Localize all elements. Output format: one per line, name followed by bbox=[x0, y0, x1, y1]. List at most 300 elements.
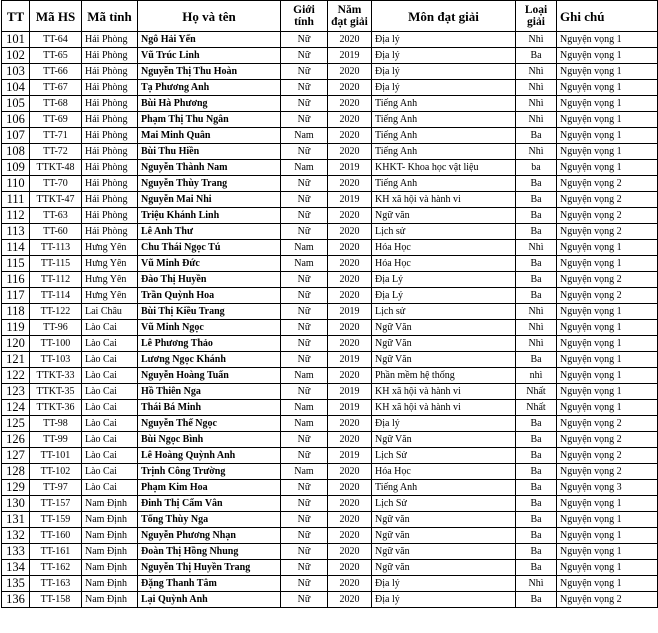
row-tt: 123 bbox=[2, 384, 30, 400]
row-loai: Ba bbox=[516, 544, 557, 560]
row-gioi-tinh: Nữ bbox=[281, 224, 328, 240]
row-nam: 2020 bbox=[328, 496, 372, 512]
row-ghi-chu: Nguyện vọng 2 bbox=[557, 288, 658, 304]
row-tt: 119 bbox=[2, 320, 30, 336]
row-nam: 2020 bbox=[328, 368, 372, 384]
row-ma-hs: TT-163 bbox=[30, 576, 82, 592]
row-ho-ten: Bùi Thị Kiều Trang bbox=[138, 304, 281, 320]
row-gioi-tinh: Nữ bbox=[281, 448, 328, 464]
row-loai: Ba bbox=[516, 480, 557, 496]
row-gioi-tinh: Nữ bbox=[281, 208, 328, 224]
row-gioi-tinh: Nữ bbox=[281, 544, 328, 560]
row-mon: Ngữ Văn bbox=[372, 352, 516, 368]
row-gioi-tinh: Nữ bbox=[281, 304, 328, 320]
row-mon: Hóa Học bbox=[372, 464, 516, 480]
row-tt: 121 bbox=[2, 352, 30, 368]
row-ma-hs: TT-97 bbox=[30, 480, 82, 496]
row-loai: Ba bbox=[516, 224, 557, 240]
table-row bbox=[2, 160, 658, 176]
row-mon: Tiếng Anh bbox=[372, 96, 516, 112]
row-nam: 2020 bbox=[328, 176, 372, 192]
row-mon: Tiếng Anh bbox=[372, 144, 516, 160]
row-gioi-tinh: Nam bbox=[281, 128, 328, 144]
row-tt: 117 bbox=[2, 288, 30, 304]
row-loai: Nhì bbox=[516, 336, 557, 352]
row-ma-hs: TT-115 bbox=[30, 256, 82, 272]
row-ho-ten: Lại Quỳnh Anh bbox=[138, 592, 281, 608]
row-mon: KH xã hội và hành vi bbox=[372, 384, 516, 400]
row-tt: 122 bbox=[2, 368, 30, 384]
row-ho-ten: Đào Thị Huyền bbox=[138, 272, 281, 288]
row-nam: 2020 bbox=[328, 96, 372, 112]
table-row bbox=[2, 320, 658, 336]
table-row bbox=[2, 592, 658, 608]
row-tt: 136 bbox=[2, 592, 30, 608]
row-tt: 111 bbox=[2, 192, 30, 208]
row-ma-tinh: Hải Phòng bbox=[82, 208, 138, 224]
table-row bbox=[2, 96, 658, 112]
table-row bbox=[2, 64, 658, 80]
row-nam: 2019 bbox=[328, 400, 372, 416]
row-gioi-tinh: Nam bbox=[281, 160, 328, 176]
row-ma-hs: TT-100 bbox=[30, 336, 82, 352]
row-ma-hs: TT-159 bbox=[30, 512, 82, 528]
row-ma-hs: TT-103 bbox=[30, 352, 82, 368]
row-loai: Ba bbox=[516, 464, 557, 480]
table-row bbox=[2, 32, 658, 48]
row-loai: Ba bbox=[516, 176, 557, 192]
row-loai: Ba bbox=[516, 416, 557, 432]
row-nam: 2019 bbox=[328, 160, 372, 176]
row-nam: 2020 bbox=[328, 528, 372, 544]
row-mon: Lịch sử bbox=[372, 224, 516, 240]
row-ghi-chu: Nguyện vọng 1 bbox=[557, 256, 658, 272]
row-ma-tinh: Hải Phòng bbox=[82, 224, 138, 240]
row-mon: Lịch sử bbox=[372, 304, 516, 320]
row-ghi-chu: Nguyện vọng 1 bbox=[557, 400, 658, 416]
row-ho-ten: Ngô Hải Yến bbox=[138, 32, 281, 48]
row-ma-tinh: Hải Phòng bbox=[82, 96, 138, 112]
row-gioi-tinh: Nữ bbox=[281, 48, 328, 64]
table-row bbox=[2, 400, 658, 416]
header-gioi-tinh bbox=[281, 1, 328, 32]
row-mon: Ngữ văn bbox=[372, 544, 516, 560]
row-ghi-chu: Nguyện vọng 1 bbox=[557, 496, 658, 512]
row-ma-tinh: Nam Định bbox=[82, 512, 138, 528]
row-tt: 134 bbox=[2, 560, 30, 576]
row-gioi-tinh: Nữ bbox=[281, 64, 328, 80]
row-mon: KH xã hội và hành vi bbox=[372, 400, 516, 416]
row-nam: 2019 bbox=[328, 48, 372, 64]
row-ma-tinh: Nam Định bbox=[82, 560, 138, 576]
row-tt: 133 bbox=[2, 544, 30, 560]
row-ghi-chu: Nguyện vọng 1 bbox=[557, 560, 658, 576]
row-ma-tinh: Nam Định bbox=[82, 528, 138, 544]
row-nam: 2020 bbox=[328, 288, 372, 304]
row-ho-ten: Bùi Hà Phương bbox=[138, 96, 281, 112]
row-tt: 104 bbox=[2, 80, 30, 96]
row-gioi-tinh: Nữ bbox=[281, 592, 328, 608]
row-ho-ten: Trần Quỳnh Hoa bbox=[138, 288, 281, 304]
row-nam: 2020 bbox=[328, 320, 372, 336]
row-gioi-tinh: Nam bbox=[281, 416, 328, 432]
row-gioi-tinh: Nam bbox=[281, 256, 328, 272]
row-mon: Địa Lý bbox=[372, 272, 516, 288]
header-tt: TT bbox=[2, 1, 30, 32]
row-mon: Phần mềm hệ thống bbox=[372, 368, 516, 384]
row-ghi-chu: Nguyện vọng 2 bbox=[557, 432, 658, 448]
row-tt: 109 bbox=[2, 160, 30, 176]
row-gioi-tinh: Nữ bbox=[281, 496, 328, 512]
row-loai: nhì bbox=[516, 368, 557, 384]
row-loai: Ba bbox=[516, 560, 557, 576]
row-ghi-chu: Nguyện vọng 1 bbox=[557, 304, 658, 320]
row-loai: Ba bbox=[516, 128, 557, 144]
row-gioi-tinh: Nữ bbox=[281, 112, 328, 128]
row-ma-tinh: Hải Phòng bbox=[82, 48, 138, 64]
row-ho-ten: Nguyễn Thị Huyền Trang bbox=[138, 560, 281, 576]
row-ma-tinh: Hải Phòng bbox=[82, 160, 138, 176]
row-ma-tinh: Lào Cai bbox=[82, 432, 138, 448]
row-ho-ten: Bùi Ngọc Bình bbox=[138, 432, 281, 448]
row-loai: Ba bbox=[516, 272, 557, 288]
row-tt: 124 bbox=[2, 400, 30, 416]
row-ghi-chu: Nguyện vọng 2 bbox=[557, 224, 658, 240]
header-nam-dat-giai-text: Năm đạt giải bbox=[331, 4, 368, 28]
row-ma-tinh: Hưng Yên bbox=[82, 240, 138, 256]
table-row bbox=[2, 496, 658, 512]
row-mon: Địa lý bbox=[372, 592, 516, 608]
table-row bbox=[2, 384, 658, 400]
row-loai: Ba bbox=[516, 496, 557, 512]
row-ma-tinh: Nam Định bbox=[82, 544, 138, 560]
row-ghi-chu: Nguyện vọng 1 bbox=[557, 384, 658, 400]
table-row bbox=[2, 416, 658, 432]
row-ma-hs: TT-69 bbox=[30, 112, 82, 128]
table-row bbox=[2, 448, 658, 464]
row-nam: 2019 bbox=[328, 304, 372, 320]
row-ma-tinh: Hải Phòng bbox=[82, 112, 138, 128]
row-gioi-tinh: Nữ bbox=[281, 192, 328, 208]
row-nam: 2020 bbox=[328, 240, 372, 256]
row-mon: Tiếng Anh bbox=[372, 128, 516, 144]
row-gioi-tinh: Nữ bbox=[281, 384, 328, 400]
row-ho-ten: Vũ Trúc Linh bbox=[138, 48, 281, 64]
row-ma-hs: TT-72 bbox=[30, 144, 82, 160]
row-ma-hs: TT-102 bbox=[30, 464, 82, 480]
row-tt: 105 bbox=[2, 96, 30, 112]
table-row bbox=[2, 480, 658, 496]
row-ma-tinh: Hải Phòng bbox=[82, 128, 138, 144]
row-gioi-tinh: Nữ bbox=[281, 272, 328, 288]
row-gioi-tinh: Nam bbox=[281, 464, 328, 480]
row-ma-tinh: Hải Phòng bbox=[82, 144, 138, 160]
row-mon: Ngữ Văn bbox=[372, 320, 516, 336]
row-tt: 107 bbox=[2, 128, 30, 144]
row-mon: Ngữ văn bbox=[372, 208, 516, 224]
table-row bbox=[2, 288, 658, 304]
row-ma-hs: TT-114 bbox=[30, 288, 82, 304]
row-ma-tinh: Hải Phòng bbox=[82, 32, 138, 48]
row-ma-tinh: Lào Cai bbox=[82, 352, 138, 368]
row-loai: Nhất bbox=[516, 384, 557, 400]
row-nam: 2020 bbox=[328, 560, 372, 576]
row-gioi-tinh: Nữ bbox=[281, 576, 328, 592]
row-nam: 2020 bbox=[328, 80, 372, 96]
row-ma-tinh: Hải Phòng bbox=[82, 80, 138, 96]
row-nam: 2019 bbox=[328, 192, 372, 208]
row-nam: 2020 bbox=[328, 256, 372, 272]
row-loai: Nhì bbox=[516, 144, 557, 160]
row-nam: 2020 bbox=[328, 336, 372, 352]
header-ma-hs: Mã HS bbox=[30, 1, 82, 32]
row-mon: Ngữ văn bbox=[372, 512, 516, 528]
row-ma-tinh: Hải Phòng bbox=[82, 176, 138, 192]
row-nam: 2020 bbox=[328, 576, 372, 592]
table-row bbox=[2, 112, 658, 128]
row-ma-hs: TT-113 bbox=[30, 240, 82, 256]
row-ho-ten: Vũ Minh Ngọc bbox=[138, 320, 281, 336]
row-ma-tinh: Lào Cai bbox=[82, 448, 138, 464]
row-ma-hs: TT-99 bbox=[30, 432, 82, 448]
row-ghi-chu: Nguyện vọng 1 bbox=[557, 512, 658, 528]
row-mon: Hóa Học bbox=[372, 256, 516, 272]
row-ghi-chu: Nguyện vọng 1 bbox=[557, 160, 658, 176]
row-mon: Địa lý bbox=[372, 48, 516, 64]
row-ghi-chu: Nguyện vọng 1 bbox=[557, 128, 658, 144]
row-gioi-tinh: Nữ bbox=[281, 96, 328, 112]
header-gioi-tinh-text: Giới tính bbox=[293, 4, 315, 28]
row-ma-hs: TT-66 bbox=[30, 64, 82, 80]
row-loai: Nhì bbox=[516, 112, 557, 128]
row-ho-ten: Tạ Phương Anh bbox=[138, 80, 281, 96]
row-nam: 2020 bbox=[328, 64, 372, 80]
row-tt: 128 bbox=[2, 464, 30, 480]
row-ma-hs: TTKT-48 bbox=[30, 160, 82, 176]
table-row bbox=[2, 368, 658, 384]
row-nam: 2020 bbox=[328, 512, 372, 528]
row-ma-hs: TT-122 bbox=[30, 304, 82, 320]
row-loai: Nhì bbox=[516, 320, 557, 336]
row-ma-hs: TT-71 bbox=[30, 128, 82, 144]
row-mon: Địa lý bbox=[372, 576, 516, 592]
row-tt: 129 bbox=[2, 480, 30, 496]
row-loai: Nhì bbox=[516, 80, 557, 96]
awards-table bbox=[1, 0, 658, 608]
row-mon: Tiếng Anh bbox=[372, 112, 516, 128]
row-ghi-chu: Nguyện vọng 1 bbox=[557, 576, 658, 592]
row-ghi-chu: Nguyện vọng 2 bbox=[557, 208, 658, 224]
row-ghi-chu: Nguyện vọng 1 bbox=[557, 112, 658, 128]
row-ho-ten: Nguyễn Phương Nhạn bbox=[138, 528, 281, 544]
row-ho-ten: Triệu Khánh Linh bbox=[138, 208, 281, 224]
row-ma-hs: TT-65 bbox=[30, 48, 82, 64]
row-ma-hs: TT-63 bbox=[30, 208, 82, 224]
table-row bbox=[2, 304, 658, 320]
row-gioi-tinh: Nữ bbox=[281, 512, 328, 528]
row-ghi-chu: Nguyện vọng 1 bbox=[557, 352, 658, 368]
header-row bbox=[2, 1, 658, 32]
table-row bbox=[2, 512, 658, 528]
row-tt: 120 bbox=[2, 336, 30, 352]
row-ghi-chu: Nguyện vọng 2 bbox=[557, 592, 658, 608]
row-ma-tinh: Lào Cai bbox=[82, 384, 138, 400]
row-ho-ten: Lê Hoàng Quỳnh Anh bbox=[138, 448, 281, 464]
row-ghi-chu: Nguyện vọng 1 bbox=[557, 96, 658, 112]
row-tt: 127 bbox=[2, 448, 30, 464]
row-mon: Địa Lý bbox=[372, 288, 516, 304]
row-tt: 118 bbox=[2, 304, 30, 320]
row-ma-tinh: Lào Cai bbox=[82, 416, 138, 432]
row-mon: Địa lý bbox=[372, 416, 516, 432]
row-nam: 2019 bbox=[328, 448, 372, 464]
row-gioi-tinh: Nữ bbox=[281, 288, 328, 304]
row-ma-hs: TT-70 bbox=[30, 176, 82, 192]
row-nam: 2020 bbox=[328, 32, 372, 48]
row-ma-hs: TTKT-33 bbox=[30, 368, 82, 384]
row-mon: Lịch Sử bbox=[372, 496, 516, 512]
row-gioi-tinh: Nữ bbox=[281, 336, 328, 352]
row-ghi-chu: Nguyện vọng 1 bbox=[557, 368, 658, 384]
row-gioi-tinh: Nữ bbox=[281, 144, 328, 160]
row-ma-tinh: Lai Châu bbox=[82, 304, 138, 320]
row-tt: 115 bbox=[2, 256, 30, 272]
row-gioi-tinh: Nữ bbox=[281, 80, 328, 96]
table-row bbox=[2, 432, 658, 448]
row-ho-ten: Hồ Thiên Nga bbox=[138, 384, 281, 400]
row-loai: Ba bbox=[516, 48, 557, 64]
row-gioi-tinh: Nữ bbox=[281, 352, 328, 368]
header-mon-dat-giai: Môn đạt giải bbox=[372, 1, 516, 32]
row-ho-ten: Trịnh Công Trường bbox=[138, 464, 281, 480]
row-tt: 135 bbox=[2, 576, 30, 592]
row-nam: 2020 bbox=[328, 208, 372, 224]
row-loai: Ba bbox=[516, 288, 557, 304]
table-row bbox=[2, 544, 658, 560]
row-ho-ten: Đinh Thị Cẩm Vân bbox=[138, 496, 281, 512]
row-ho-ten: Nguyễn Thùy Trang bbox=[138, 176, 281, 192]
row-ho-ten: Thái Bá Minh bbox=[138, 400, 281, 416]
row-ma-hs: TT-67 bbox=[30, 80, 82, 96]
row-loai: Nhì bbox=[516, 32, 557, 48]
row-mon: Địa lý bbox=[372, 32, 516, 48]
row-ghi-chu: Nguyện vọng 1 bbox=[557, 544, 658, 560]
row-loai: Nhì bbox=[516, 576, 557, 592]
row-tt: 126 bbox=[2, 432, 30, 448]
row-mon: Lịch Sử bbox=[372, 448, 516, 464]
row-nam: 2020 bbox=[328, 272, 372, 288]
row-loai: Ba bbox=[516, 208, 557, 224]
row-ghi-chu: Nguyện vọng 2 bbox=[557, 192, 658, 208]
row-gioi-tinh: Nữ bbox=[281, 528, 328, 544]
table-row bbox=[2, 272, 658, 288]
row-nam: 2020 bbox=[328, 480, 372, 496]
row-ma-tinh: Lào Cai bbox=[82, 368, 138, 384]
row-tt: 131 bbox=[2, 512, 30, 528]
row-tt: 125 bbox=[2, 416, 30, 432]
row-ma-hs: TTKT-36 bbox=[30, 400, 82, 416]
row-nam: 2020 bbox=[328, 128, 372, 144]
row-ma-tinh: Lào Cai bbox=[82, 320, 138, 336]
row-ho-ten: Lương Ngọc Khánh bbox=[138, 352, 281, 368]
row-tt: 103 bbox=[2, 64, 30, 80]
row-tt: 130 bbox=[2, 496, 30, 512]
table-row bbox=[2, 336, 658, 352]
row-tt: 110 bbox=[2, 176, 30, 192]
row-ma-hs: TT-158 bbox=[30, 592, 82, 608]
row-gioi-tinh: Nữ bbox=[281, 320, 328, 336]
row-ho-ten: Phạm Thị Thu Ngân bbox=[138, 112, 281, 128]
row-loai: Nhì bbox=[516, 240, 557, 256]
row-ho-ten: Đặng Thanh Tâm bbox=[138, 576, 281, 592]
row-ho-ten: Tống Thùy Nga bbox=[138, 512, 281, 528]
row-ho-ten: Chu Thái Ngọc Tú bbox=[138, 240, 281, 256]
row-mon: Hóa Học bbox=[372, 240, 516, 256]
row-ho-ten: Mai Minh Quân bbox=[138, 128, 281, 144]
row-tt: 102 bbox=[2, 48, 30, 64]
row-tt: 132 bbox=[2, 528, 30, 544]
row-ho-ten: Lê Phương Thảo bbox=[138, 336, 281, 352]
row-ghi-chu: Nguyện vọng 2 bbox=[557, 464, 658, 480]
row-mon: Ngữ văn bbox=[372, 560, 516, 576]
header-ghi-chu: Ghi chú bbox=[557, 1, 658, 32]
row-gioi-tinh: Nam bbox=[281, 240, 328, 256]
row-loai: Nhì bbox=[516, 64, 557, 80]
table-row bbox=[2, 144, 658, 160]
row-ho-ten: Lê Anh Thư bbox=[138, 224, 281, 240]
row-ghi-chu: Nguyện vọng 1 bbox=[557, 320, 658, 336]
row-ghi-chu: Nguyện vọng 3 bbox=[557, 480, 658, 496]
row-loai: Ba bbox=[516, 256, 557, 272]
row-nam: 2019 bbox=[328, 352, 372, 368]
row-nam: 2020 bbox=[328, 464, 372, 480]
table-row bbox=[2, 528, 658, 544]
row-nam: 2020 bbox=[328, 592, 372, 608]
row-tt: 114 bbox=[2, 240, 30, 256]
row-ma-hs: TT-68 bbox=[30, 96, 82, 112]
row-ghi-chu: Nguyện vọng 1 bbox=[557, 528, 658, 544]
table-row bbox=[2, 352, 658, 368]
row-mon: Tiếng Anh bbox=[372, 176, 516, 192]
row-loai: Ba bbox=[516, 192, 557, 208]
table-row bbox=[2, 240, 658, 256]
row-ma-tinh: Hải Phòng bbox=[82, 64, 138, 80]
row-loai: Ba bbox=[516, 448, 557, 464]
row-nam: 2019 bbox=[328, 384, 372, 400]
row-ho-ten: Đoàn Thị Hồng Nhung bbox=[138, 544, 281, 560]
row-ma-hs: TT-112 bbox=[30, 272, 82, 288]
row-nam: 2020 bbox=[328, 544, 372, 560]
row-ghi-chu: Nguyện vọng 1 bbox=[557, 144, 658, 160]
header-loai-giai bbox=[516, 1, 557, 32]
row-gioi-tinh: Nữ bbox=[281, 480, 328, 496]
row-tt: 116 bbox=[2, 272, 30, 288]
row-ghi-chu: Nguyện vọng 2 bbox=[557, 272, 658, 288]
row-ho-ten: Bùi Thu Hiền bbox=[138, 144, 281, 160]
table-row bbox=[2, 128, 658, 144]
row-tt: 108 bbox=[2, 144, 30, 160]
row-nam: 2020 bbox=[328, 144, 372, 160]
row-loai: Nhì bbox=[516, 96, 557, 112]
header-loai-giai-text: Loại giải bbox=[524, 4, 548, 28]
row-ma-tinh: Nam Định bbox=[82, 496, 138, 512]
row-ma-hs: TT-162 bbox=[30, 560, 82, 576]
table-row bbox=[2, 224, 658, 240]
row-ghi-chu: Nguyện vọng 1 bbox=[557, 80, 658, 96]
row-gioi-tinh: Nam bbox=[281, 368, 328, 384]
row-tt: 101 bbox=[2, 32, 30, 48]
row-loai: Ba bbox=[516, 592, 557, 608]
